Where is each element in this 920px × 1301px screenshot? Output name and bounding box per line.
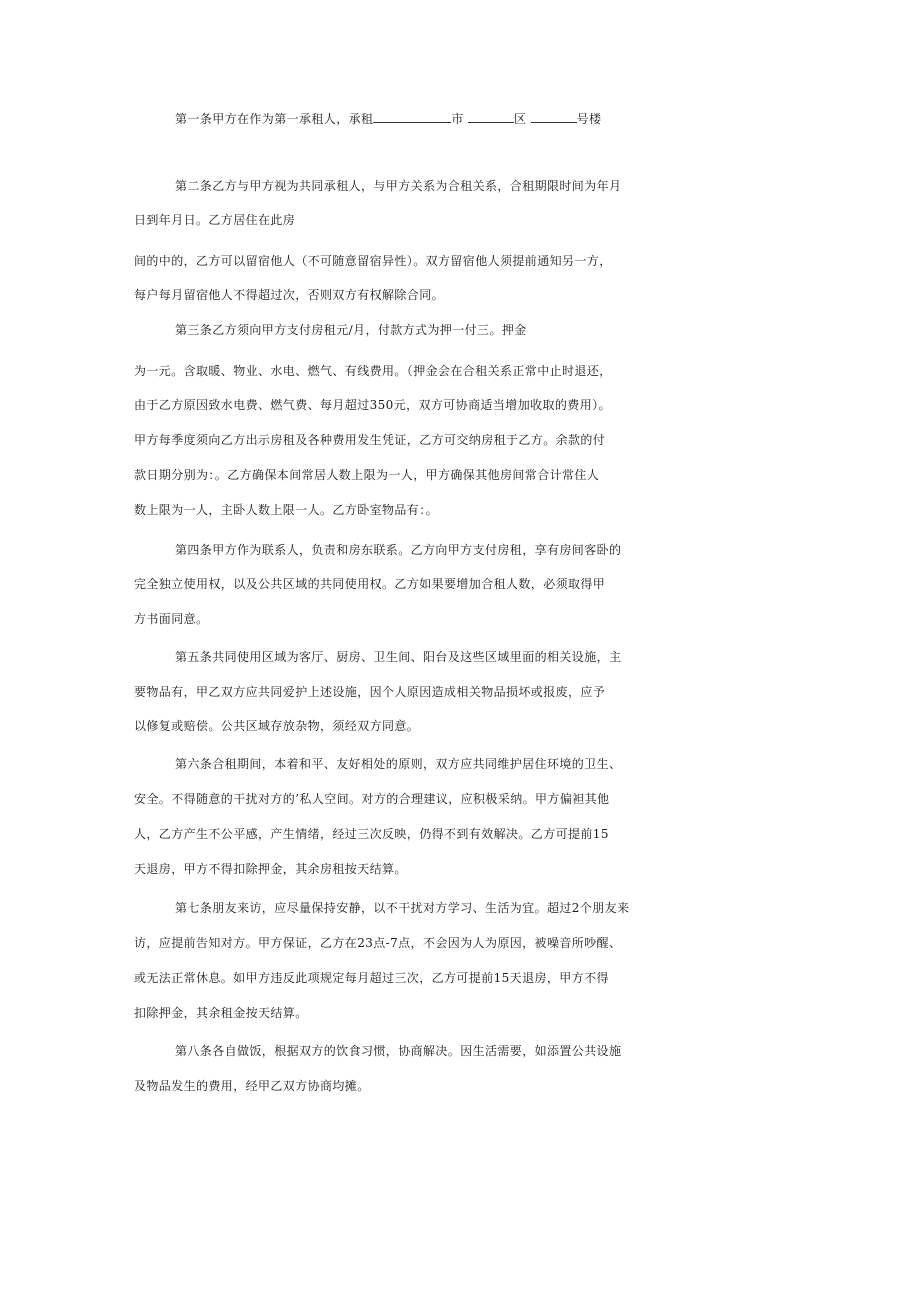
building-label: 号楼 xyxy=(576,112,602,126)
text-line: 第四条甲方作为联系人，负责和房东联系。乙方向甲方支付房租，享有房间客卧的 xyxy=(175,543,622,557)
text-line: 数上限为一人，主卧人数上限一人。乙方卧室物品有：。 xyxy=(134,503,439,517)
article-1-text: 第一条甲方在作为第一承租人，承租 xyxy=(175,112,374,126)
text-line: 第五条共同使用区域为客厅、厨房、卫生间、阳台及这些区域里面的相关设施，主 xyxy=(175,650,622,664)
text-line: 每户每月留宿他人不得超过次，否则双方有权解除合同。 xyxy=(134,288,445,302)
text-line: 人，乙方产生不公平感，产生情绪，经过三次反映，仍得不到有效解决。乙方可提前15 xyxy=(134,827,609,841)
text-line: 以修复或赔偿。公共区域存放杂物，须经双方同意。 xyxy=(134,719,420,733)
blank-field-district xyxy=(531,105,577,123)
text-line: 方书面同意。 xyxy=(134,612,209,626)
text-line: 安全。不得随意的干扰对方的’私人空间。对方的合理建议，应积极采纳。甲方偏袒其他 xyxy=(134,792,610,806)
city-label: 市 xyxy=(451,112,464,126)
text-line: 访，应提前告知对方。甲方保证，乙方在23点-7点，不会因为人为原因，被噪音所吵醒、 xyxy=(134,936,622,950)
text-line: 及物品发生的费用，经甲乙双方协商均摊。 xyxy=(134,1079,370,1093)
text-line: 第八条各自做饭，根据双方的饮食习惯，协商解决。因生活需要，如添置公共设施 xyxy=(175,1044,622,1058)
text-line: 由于乙方原因致水电费、燃气费、每月超过350元，双方可协商适当增加收取的费用）。 xyxy=(134,398,611,412)
blank-field-city xyxy=(468,105,514,123)
text-line: 款日期分别为：。乙方确保本间常居人数上限为一人，甲方确保其他房间常合计常住人 xyxy=(134,468,600,482)
text-line: 扣除押金，其余租金按天结算。 xyxy=(134,1006,308,1020)
text-line: 第三条乙方须向甲方支付房租元/月，付款方式为押一付三。押金 xyxy=(175,323,527,337)
text-line: 或无法正常休息。如甲方违反此项规定每月超过三次，乙方可提前15天退房，甲方不得 xyxy=(134,971,609,985)
text-line: 天退房，甲方不得扣除押金，其余房租按天结算。 xyxy=(134,862,407,876)
blank-field-address xyxy=(373,105,451,123)
text-line: 要物品有，甲乙双方应共同爱护上述设施，因个人原因造成相关物品损坏或报废，应予 xyxy=(134,685,606,699)
text-line: 完全独立使用权，以及公共区域的共同使用权。乙方如果要增加合租人数，必须取得甲 xyxy=(134,577,606,591)
text-line: 第七条朋友来访，应尽量保持安静，以不干扰对方学习、生活为宜。超过2个朋友来 xyxy=(175,901,630,915)
district-label: 区 xyxy=(514,112,527,126)
text-line: 第六条合租期间，本着和平、友好相处的原则，双方应共同维护居住环境的卫生、 xyxy=(175,757,622,771)
text-line: 日到年月日。乙方居住在此房 xyxy=(134,213,296,227)
article-1-line xyxy=(0,105,920,129)
text-line: 第二条乙方与甲方视为共同承租人，与甲方关系为合租关系，合租期限时间为年月 xyxy=(175,179,622,193)
text-line: 甲方每季度须向乙方出示房租及各种费用发生凭证，乙方可交纳房租于乙方。余款的付 xyxy=(134,433,606,447)
text-line: 间的中的，乙方可以留宿他人（不可随意留宿异性）。双方留宿他人须提前通知另一方， xyxy=(134,254,612,268)
text-line: 为一元。含取暖、物业、水电、燃气、有线费用。（押金会在合租关系正常中止时退还， xyxy=(134,364,612,378)
